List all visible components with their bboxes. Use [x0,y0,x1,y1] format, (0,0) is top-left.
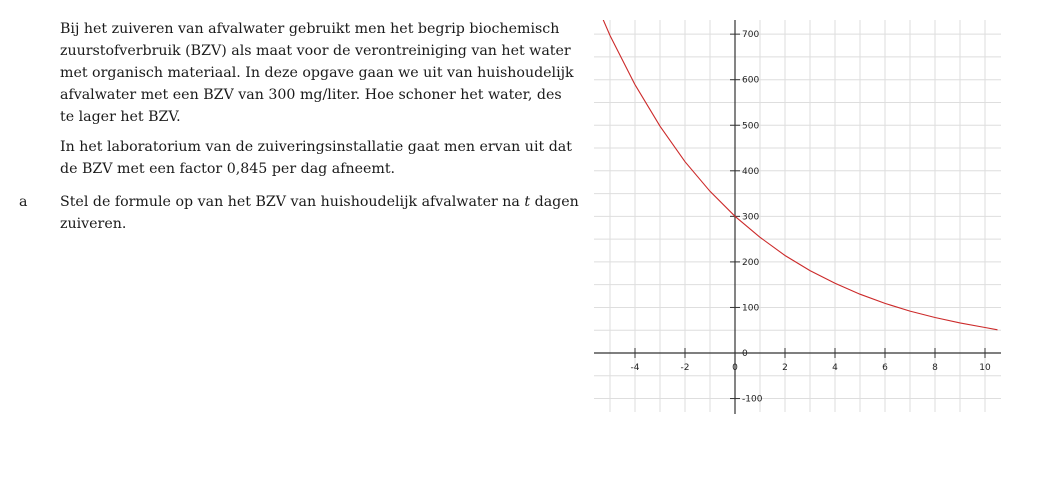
question-letter: a [19,194,28,210]
question-text-start: Stel de formule op van het BZV van huishoudelijk afvalwater na [60,194,525,210]
x-tick-label: -2 [680,363,690,373]
x-tick-label: -4 [630,363,640,373]
x-tick-label: 4 [832,363,838,373]
y-tick-label: 300 [742,212,760,223]
question-text-end: dagen zuiveren. [60,194,579,232]
x-tick-label: 10 [979,363,991,373]
y-tick-label: 500 [742,121,760,132]
question-variable: t [524,194,531,210]
y-tick-label: 600 [742,75,760,86]
y-tick-label: 100 [742,303,760,314]
x-tick-label: 6 [882,363,888,373]
y-tick-label: 700 [742,30,760,41]
x-tick-label: 0 [732,363,738,373]
y-tick-label: 200 [742,257,760,268]
x-tick-label: 2 [782,363,788,373]
x-tick-label: 8 [932,363,938,373]
y-tick-label: 0 [742,349,748,359]
intro-paragraph-1: Bij het zuiveren van afvalwater gebruikt men het begrip biochemisch zuurstofverbruik (BZV) als maat voor de verontreiniging van het water met organisch materiaal. In deze opgave gaan we uit van huishoudelijk afvalwater met een BZV van 300 mg/liter. Hoe schoner het water, des te lager het BZV. [60,21,574,125]
y-tick-label: -100 [742,394,763,405]
y-tick-label: 400 [742,166,760,177]
intro-paragraph-2: In het laboratorium van de zuiveringsinstallatie gaat men ervan uit dat de BZV met een factor 0,845 per dag afneemt. [60,139,572,177]
